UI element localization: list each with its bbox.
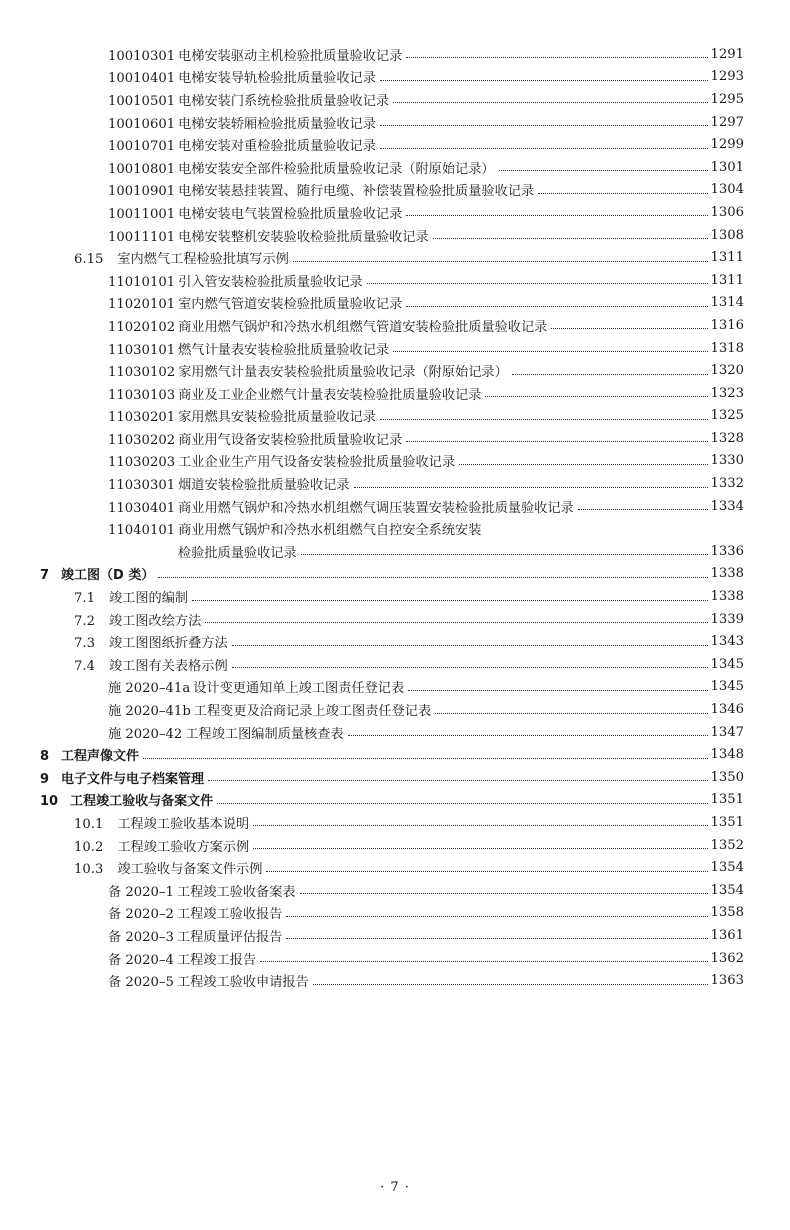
dot-leader xyxy=(205,622,708,623)
toc-entry-number: 11020101 xyxy=(108,297,176,313)
toc-entry-title: 电梯安装安全部件检验批质量验收记录（附原始记录） xyxy=(178,161,495,177)
toc-entry-heading xyxy=(108,474,352,493)
dot-leader xyxy=(393,102,708,103)
toc-entry-line xyxy=(74,585,744,608)
toc-entry-heading xyxy=(108,519,483,538)
toc-entry-number: 10011001 xyxy=(108,206,176,222)
toc-entry[interactable] xyxy=(0,676,790,699)
toc-entry-line xyxy=(40,563,744,586)
toc-entry-page-number: 1318 xyxy=(710,340,744,356)
toc-entry-title: 室内燃气管道安装检验批质量验收记录 xyxy=(178,297,403,313)
toc-entry[interactable] xyxy=(0,698,790,721)
toc-entry[interactable] xyxy=(0,246,790,269)
toc-entry-line xyxy=(108,517,744,540)
toc-entry-number: 备 2020–3 xyxy=(108,929,174,945)
toc-entry-title: 竣工图图纸折叠方法 xyxy=(108,636,228,652)
toc-entry-number: 备 2020–4 xyxy=(108,952,174,968)
dot-leader xyxy=(380,125,709,126)
toc-entry-line xyxy=(108,427,744,450)
toc-entry[interactable] xyxy=(0,630,790,653)
toc-entry-heading xyxy=(108,180,536,199)
toc-entry[interactable] xyxy=(0,653,790,676)
dot-leader xyxy=(217,803,708,804)
toc-entry-heading xyxy=(40,745,141,764)
toc-entry-line xyxy=(74,608,744,631)
toc-entry-page-number: 1334 xyxy=(710,498,744,514)
toc-entry[interactable] xyxy=(0,269,790,292)
toc-entry-line xyxy=(108,269,744,292)
toc-entry-page-number: 1338 xyxy=(710,589,744,605)
toc-entry-line xyxy=(108,676,744,699)
toc-entry-heading xyxy=(108,158,497,177)
toc-entry-page-number: 1343 xyxy=(710,634,744,650)
dot-leader xyxy=(551,328,708,329)
page-number-footer: · 7 · xyxy=(380,1180,410,1195)
toc-entry-page-number: 1351 xyxy=(710,792,744,808)
toc-entry-heading xyxy=(108,451,457,470)
toc-entry-page-number: 1295 xyxy=(710,91,744,107)
toc-entry-page-number: 1362 xyxy=(710,950,744,966)
toc-entry-page-number: 1330 xyxy=(710,453,744,469)
toc-entry-line xyxy=(74,811,744,834)
toc-entry[interactable] xyxy=(0,472,790,495)
toc-entry-number: 10010501 xyxy=(108,93,176,109)
toc-entry-page-number: 1351 xyxy=(710,814,744,830)
toc-entry-line xyxy=(40,743,744,766)
toc-entry-number: 7 xyxy=(40,568,50,584)
toc-entry-title: 引入管安装检验批质量验收记录 xyxy=(178,274,363,290)
toc-entry-heading xyxy=(108,361,510,380)
toc-entry-number: 6.15 xyxy=(74,252,104,268)
toc-entry-title: 商业及工业企业燃气计量表安装检验批质量验收记录 xyxy=(178,387,482,403)
toc-entry-line xyxy=(108,969,744,992)
toc-entry-heading xyxy=(108,339,391,358)
dot-leader xyxy=(301,554,709,555)
toc-entry-page-number: 1325 xyxy=(710,408,744,424)
toc-entry-number: 10.1 xyxy=(74,816,104,832)
toc-entry-heading xyxy=(108,90,391,109)
toc-entry[interactable] xyxy=(0,314,790,337)
toc-entry-number: 7.3 xyxy=(74,636,95,652)
toc-entry[interactable] xyxy=(0,721,790,744)
toc-entry-title: 电梯安装悬挂装置、随行电缆、补偿装置检验批质量验收记录 xyxy=(178,184,535,200)
dot-leader xyxy=(143,758,708,759)
toc-entry-line xyxy=(108,359,744,382)
dot-leader xyxy=(158,577,708,578)
dot-leader xyxy=(266,871,708,872)
toc-entry-number: 11030202 xyxy=(108,432,176,448)
toc-entry-heading xyxy=(74,587,190,606)
toc-entry-title: 家用燃气计量表安装检验批质量验收记录（附原始记录） xyxy=(178,365,508,381)
toc-entry-page-number: 1346 xyxy=(710,702,744,718)
toc-entry-page-number: 1347 xyxy=(710,724,744,740)
dot-leader xyxy=(406,306,708,307)
toc-entry-title: 竣工图的编制 xyxy=(108,591,189,607)
toc-entry-line xyxy=(108,405,744,428)
dot-leader xyxy=(232,645,709,646)
toc-entry-number: 10011101 xyxy=(108,229,176,245)
toc-entry-title: 工业企业生产用气设备安装检验批质量验收记录 xyxy=(178,455,456,471)
toc-entry-heading xyxy=(108,135,378,154)
toc-entry-heading xyxy=(108,881,298,900)
dot-leader xyxy=(408,690,708,691)
toc-entry-title: 工程竣工验收基本说明 xyxy=(117,816,250,832)
toc-entry-title: 商业用燃气锅炉和冷热水机组燃气管道安装检验批质量验收记录 xyxy=(178,319,548,335)
toc-entry-page-number: 1338 xyxy=(710,566,744,582)
toc-entry[interactable] xyxy=(0,585,790,608)
toc-entry-number: 9 xyxy=(40,771,50,787)
dot-leader xyxy=(380,419,709,420)
toc-entry-page-number: 1354 xyxy=(710,882,744,898)
toc-entry-heading xyxy=(74,655,230,674)
toc-entry[interactable] xyxy=(0,789,790,812)
toc-entry-page-number: 1345 xyxy=(710,679,744,695)
toc-entry-page-number: 1314 xyxy=(710,295,744,311)
toc-entry-line xyxy=(108,879,744,902)
toc-entry-page-number: 1308 xyxy=(710,227,744,243)
toc-entry-number: 11040101 xyxy=(108,523,176,539)
toc-entry[interactable] xyxy=(0,766,790,789)
toc-entry-line xyxy=(108,66,744,89)
toc-entry-line xyxy=(74,856,744,879)
toc-entry-number: 7.1 xyxy=(74,591,95,607)
table-of-contents xyxy=(0,43,790,992)
toc-entry[interactable] xyxy=(0,924,790,947)
dot-leader xyxy=(367,283,709,284)
toc-entry-heading xyxy=(108,271,365,290)
toc-entry-heading xyxy=(108,203,404,222)
toc-entry-number: 11020102 xyxy=(108,319,176,335)
toc-entry-title: 工程声像文件 xyxy=(61,749,140,765)
toc-entry[interactable] xyxy=(0,450,790,473)
dot-leader xyxy=(538,193,708,194)
toc-entry-number: 8 xyxy=(40,749,50,765)
toc-entry-heading xyxy=(108,67,378,86)
toc-entry-title: 竣工图改绘方法 xyxy=(108,613,202,629)
toc-entry-page-number: 1352 xyxy=(710,837,744,853)
toc-entry-line xyxy=(108,88,744,111)
toc-entry-page-number: 1297 xyxy=(710,114,744,130)
dot-leader xyxy=(433,238,709,239)
toc-entry[interactable] xyxy=(0,43,790,66)
toc-entry-title: 电梯安装门系统检验批质量验收记录 xyxy=(178,93,390,109)
toc-entry-heading xyxy=(108,113,378,132)
toc-entry-line xyxy=(74,653,744,676)
toc-entry-line xyxy=(108,947,744,970)
dot-leader xyxy=(380,80,709,81)
dot-leader xyxy=(348,735,709,736)
toc-entry-line xyxy=(74,834,744,857)
toc-entry-heading xyxy=(108,316,549,335)
dot-leader xyxy=(192,600,708,601)
toc-entry-title: 工程竣工图编制质量核查表 xyxy=(185,726,344,742)
toc-entry-line xyxy=(108,698,744,721)
toc-entry[interactable] xyxy=(0,563,790,586)
toc-entry-title: 工程竣工验收方案示例 xyxy=(117,839,250,855)
toc-entry-title: 商业用气设备安装检验批质量验收记录 xyxy=(178,432,403,448)
toc-entry-heading xyxy=(74,813,251,832)
toc-entry-number: 10.3 xyxy=(74,862,104,878)
toc-entry-title: 电梯安装导轨检验批质量验收记录 xyxy=(178,71,376,87)
toc-entry-line xyxy=(108,924,744,947)
toc-entry-line xyxy=(108,179,744,202)
toc-entry-heading xyxy=(74,858,264,877)
toc-entry[interactable] xyxy=(0,382,790,405)
toc-entry-heading xyxy=(108,723,346,742)
toc-entry-line xyxy=(108,156,744,179)
toc-entry-title: 电梯安装轿厢检验批质量验收记录 xyxy=(178,116,376,132)
toc-entry-heading xyxy=(178,542,299,561)
toc-entry-line xyxy=(108,111,744,134)
toc-entry[interactable] xyxy=(0,947,790,970)
toc-entry[interactable] xyxy=(0,495,790,518)
toc-entry[interactable] xyxy=(0,811,790,834)
toc-entry[interactable] xyxy=(0,517,790,540)
toc-entry-title: 电梯安装对重检验批质量验收记录 xyxy=(178,139,376,155)
toc-entry-number: 11030201 xyxy=(108,410,176,426)
toc-entry-number: 10 xyxy=(40,794,59,810)
toc-entry[interactable] xyxy=(0,834,790,857)
toc-entry-title: 竣工图（D 类） xyxy=(61,568,155,584)
toc-entry-title: 检验批质量验收记录 xyxy=(178,545,297,561)
toc-entry-number: 7.2 xyxy=(74,613,95,629)
dot-leader xyxy=(406,215,708,216)
toc-entry[interactable] xyxy=(0,608,790,631)
dot-leader xyxy=(435,713,708,714)
toc-entry-heading xyxy=(40,790,215,809)
toc-entry-heading xyxy=(108,384,483,403)
toc-entry-line xyxy=(178,540,744,563)
toc-entry-page-number: 1361 xyxy=(710,927,744,943)
toc-entry-line xyxy=(108,902,744,925)
toc-entry-page-number: 1299 xyxy=(710,137,744,153)
toc-entry[interactable] xyxy=(0,879,790,902)
toc-entry-number: 施 2020–42 xyxy=(108,726,183,742)
toc-entry[interactable] xyxy=(0,224,790,247)
toc-entry-page-number: 1323 xyxy=(710,385,744,401)
toc-entry-page-number: 1304 xyxy=(710,182,744,198)
toc-entry-number: 11030401 xyxy=(108,500,176,516)
toc-entry-heading xyxy=(74,836,251,855)
toc-entry-title: 工程竣工报告 xyxy=(176,952,257,968)
toc-entry-heading xyxy=(108,971,311,990)
dot-leader xyxy=(406,441,708,442)
toc-entry[interactable] xyxy=(0,88,790,111)
dot-leader xyxy=(253,825,708,826)
toc-entry-heading xyxy=(108,700,433,719)
toc-entry-heading xyxy=(108,926,284,945)
toc-entry-page-number: 1348 xyxy=(710,747,744,763)
toc-entry-number: 11030301 xyxy=(108,478,176,494)
toc-entry[interactable] xyxy=(0,66,790,89)
toc-entry[interactable] xyxy=(0,156,790,179)
toc-entry-title: 电梯安装电气装置检验批质量验收记录 xyxy=(178,206,403,222)
toc-entry-title: 工程变更及洽商记录上竣工图责任登记表 xyxy=(193,704,432,720)
toc-entry-title: 工程竣工验收与备案文件 xyxy=(70,794,214,810)
toc-entry-heading xyxy=(74,632,230,651)
dot-leader xyxy=(485,396,708,397)
dot-leader xyxy=(380,148,709,149)
dot-leader xyxy=(393,351,708,352)
toc-entry[interactable] xyxy=(0,856,790,879)
toc-entry-title: 家用燃具安装检验批质量验收记录 xyxy=(178,410,376,426)
toc-entry-number: 备 2020–2 xyxy=(108,907,174,923)
toc-entry[interactable] xyxy=(0,427,790,450)
toc-entry-line xyxy=(108,382,744,405)
toc-entry-title: 竣工图有关表格示例 xyxy=(108,658,228,674)
toc-entry-heading xyxy=(108,903,284,922)
dot-leader xyxy=(499,170,709,171)
toc-entry-line xyxy=(108,292,744,315)
toc-entry-number: 11030203 xyxy=(108,455,176,471)
toc-entry-page-number: 1328 xyxy=(710,430,744,446)
dot-leader xyxy=(208,780,708,781)
toc-entry-line xyxy=(108,450,744,473)
toc-entry-number: 10010701 xyxy=(108,139,176,155)
toc-entry-title: 设计变更通知单上竣工图责任登记表 xyxy=(193,681,405,697)
toc-entry-title: 竣工验收与备案文件示例 xyxy=(117,862,263,878)
toc-entry-title: 电梯安装整机安装验收检验批质量验收记录 xyxy=(178,229,429,245)
toc-entry-page-number: 1363 xyxy=(710,973,744,989)
dot-leader xyxy=(578,509,709,510)
dot-leader xyxy=(459,464,708,465)
toc-entry[interactable] xyxy=(0,111,790,134)
toc-entry-heading xyxy=(108,226,431,245)
toc-entry-line xyxy=(108,224,744,247)
toc-entry-title: 电子文件与电子档案管理 xyxy=(61,771,205,787)
toc-entry-title: 工程竣工验收申请报告 xyxy=(176,975,309,991)
toc-entry-line xyxy=(108,314,744,337)
toc-entry-line xyxy=(40,789,744,812)
toc-entry-number: 11030103 xyxy=(108,387,176,403)
toc-entry[interactable] xyxy=(0,292,790,315)
dot-leader xyxy=(286,938,708,939)
toc-entry-number: 10010401 xyxy=(108,71,176,87)
dot-leader xyxy=(232,667,709,668)
toc-entry-page-number: 1354 xyxy=(710,860,744,876)
toc-entry-page-number: 1332 xyxy=(710,476,744,492)
toc-entry-page-number: 1336 xyxy=(710,543,744,559)
toc-entry-title: 商业用燃气锅炉和冷热水机组燃气自控安全系统安装 xyxy=(178,523,482,539)
dot-leader xyxy=(512,374,709,375)
toc-entry-number: 备 2020–1 xyxy=(108,884,174,900)
dot-leader xyxy=(260,961,708,962)
toc-entry-number: 10010301 xyxy=(108,48,176,64)
toc-entry-page-number: 1293 xyxy=(710,69,744,85)
toc-entry-page-number: 1301 xyxy=(710,159,744,175)
toc-entry-page-number: 1320 xyxy=(710,363,744,379)
toc-entry-number: 11030102 xyxy=(108,365,176,381)
toc-entry-page-number: 1306 xyxy=(710,204,744,220)
toc-entry-number: 施 2020–41a xyxy=(108,681,191,697)
toc-entry-heading xyxy=(40,768,206,787)
toc-entry[interactable] xyxy=(0,201,790,224)
toc-entry-page-number: 1345 xyxy=(710,656,744,672)
toc-entry-line xyxy=(108,472,744,495)
dot-leader xyxy=(313,984,709,985)
toc-entry-page-number: 1339 xyxy=(710,611,744,627)
toc-entry-line xyxy=(108,43,744,66)
toc-entry-page-number: 1311 xyxy=(710,250,744,266)
toc-entry-heading xyxy=(108,45,404,64)
toc-entry[interactable] xyxy=(0,359,790,382)
toc-entry[interactable] xyxy=(0,540,790,563)
toc-entry-heading xyxy=(108,406,378,425)
toc-entry-line xyxy=(108,337,744,360)
toc-entry-heading xyxy=(74,248,291,267)
toc-entry[interactable] xyxy=(0,133,790,156)
toc-entry-page-number: 1350 xyxy=(710,769,744,785)
toc-entry-number: 10010901 xyxy=(108,184,176,200)
toc-entry-number: 7.4 xyxy=(74,658,95,674)
dot-leader xyxy=(286,916,708,917)
toc-entry-line xyxy=(108,133,744,156)
toc-entry[interactable] xyxy=(0,743,790,766)
toc-entry-heading xyxy=(108,429,404,448)
toc-entry-title: 工程质量评估报告 xyxy=(176,929,283,945)
toc-entry-line xyxy=(74,246,744,269)
toc-entry-title: 工程竣工验收报告 xyxy=(176,907,283,923)
toc-entry-number: 施 2020–41b xyxy=(108,704,191,720)
toc-entry-heading xyxy=(74,610,203,629)
toc-entry-page-number: 1311 xyxy=(710,272,744,288)
dot-leader xyxy=(253,848,708,849)
toc-entry-page-number: 1291 xyxy=(710,46,744,62)
toc-entry-line xyxy=(74,630,744,653)
dot-leader xyxy=(300,893,709,894)
toc-entry-title: 烟道安装检验批质量验收记录 xyxy=(178,478,350,494)
toc-entry-heading xyxy=(108,677,406,696)
toc-entry-heading xyxy=(40,564,156,583)
dot-leader xyxy=(406,57,708,58)
toc-entry-title: 室内燃气工程检验批填写示例 xyxy=(117,252,289,268)
toc-entry-number: 10.2 xyxy=(74,839,104,855)
toc-entry[interactable] xyxy=(0,179,790,202)
toc-entry-line xyxy=(108,201,744,224)
dot-leader xyxy=(354,487,709,488)
toc-entry[interactable] xyxy=(0,969,790,992)
toc-entry-number: 11030101 xyxy=(108,342,176,358)
toc-entry[interactable] xyxy=(0,337,790,360)
dot-leader xyxy=(293,261,709,262)
toc-entry-number: 10010801 xyxy=(108,161,176,177)
toc-entry-number: 11010101 xyxy=(108,274,176,290)
toc-entry-page-number: 1316 xyxy=(710,317,744,333)
toc-entry[interactable] xyxy=(0,902,790,925)
toc-entry-title: 商业用燃气锅炉和冷热水机组燃气调压装置安装检验批质量验收记录 xyxy=(178,500,574,516)
toc-entry-heading xyxy=(108,497,576,516)
toc-entry-title: 电梯安装驱动主机检验批质量验收记录 xyxy=(178,48,403,64)
toc-entry-line xyxy=(108,495,744,518)
toc-entry-number: 备 2020–5 xyxy=(108,975,174,991)
toc-entry-title: 燃气计量表安装检验批质量验收记录 xyxy=(178,342,390,358)
toc-entry[interactable] xyxy=(0,405,790,428)
toc-entry-line xyxy=(40,766,744,789)
toc-entry-page-number: 1358 xyxy=(710,905,744,921)
toc-entry-number: 10010601 xyxy=(108,116,176,132)
toc-entry-title: 工程竣工验收备案表 xyxy=(176,884,296,900)
toc-entry-line xyxy=(108,721,744,744)
toc-entry-heading xyxy=(108,949,258,968)
toc-entry-heading xyxy=(108,293,404,312)
